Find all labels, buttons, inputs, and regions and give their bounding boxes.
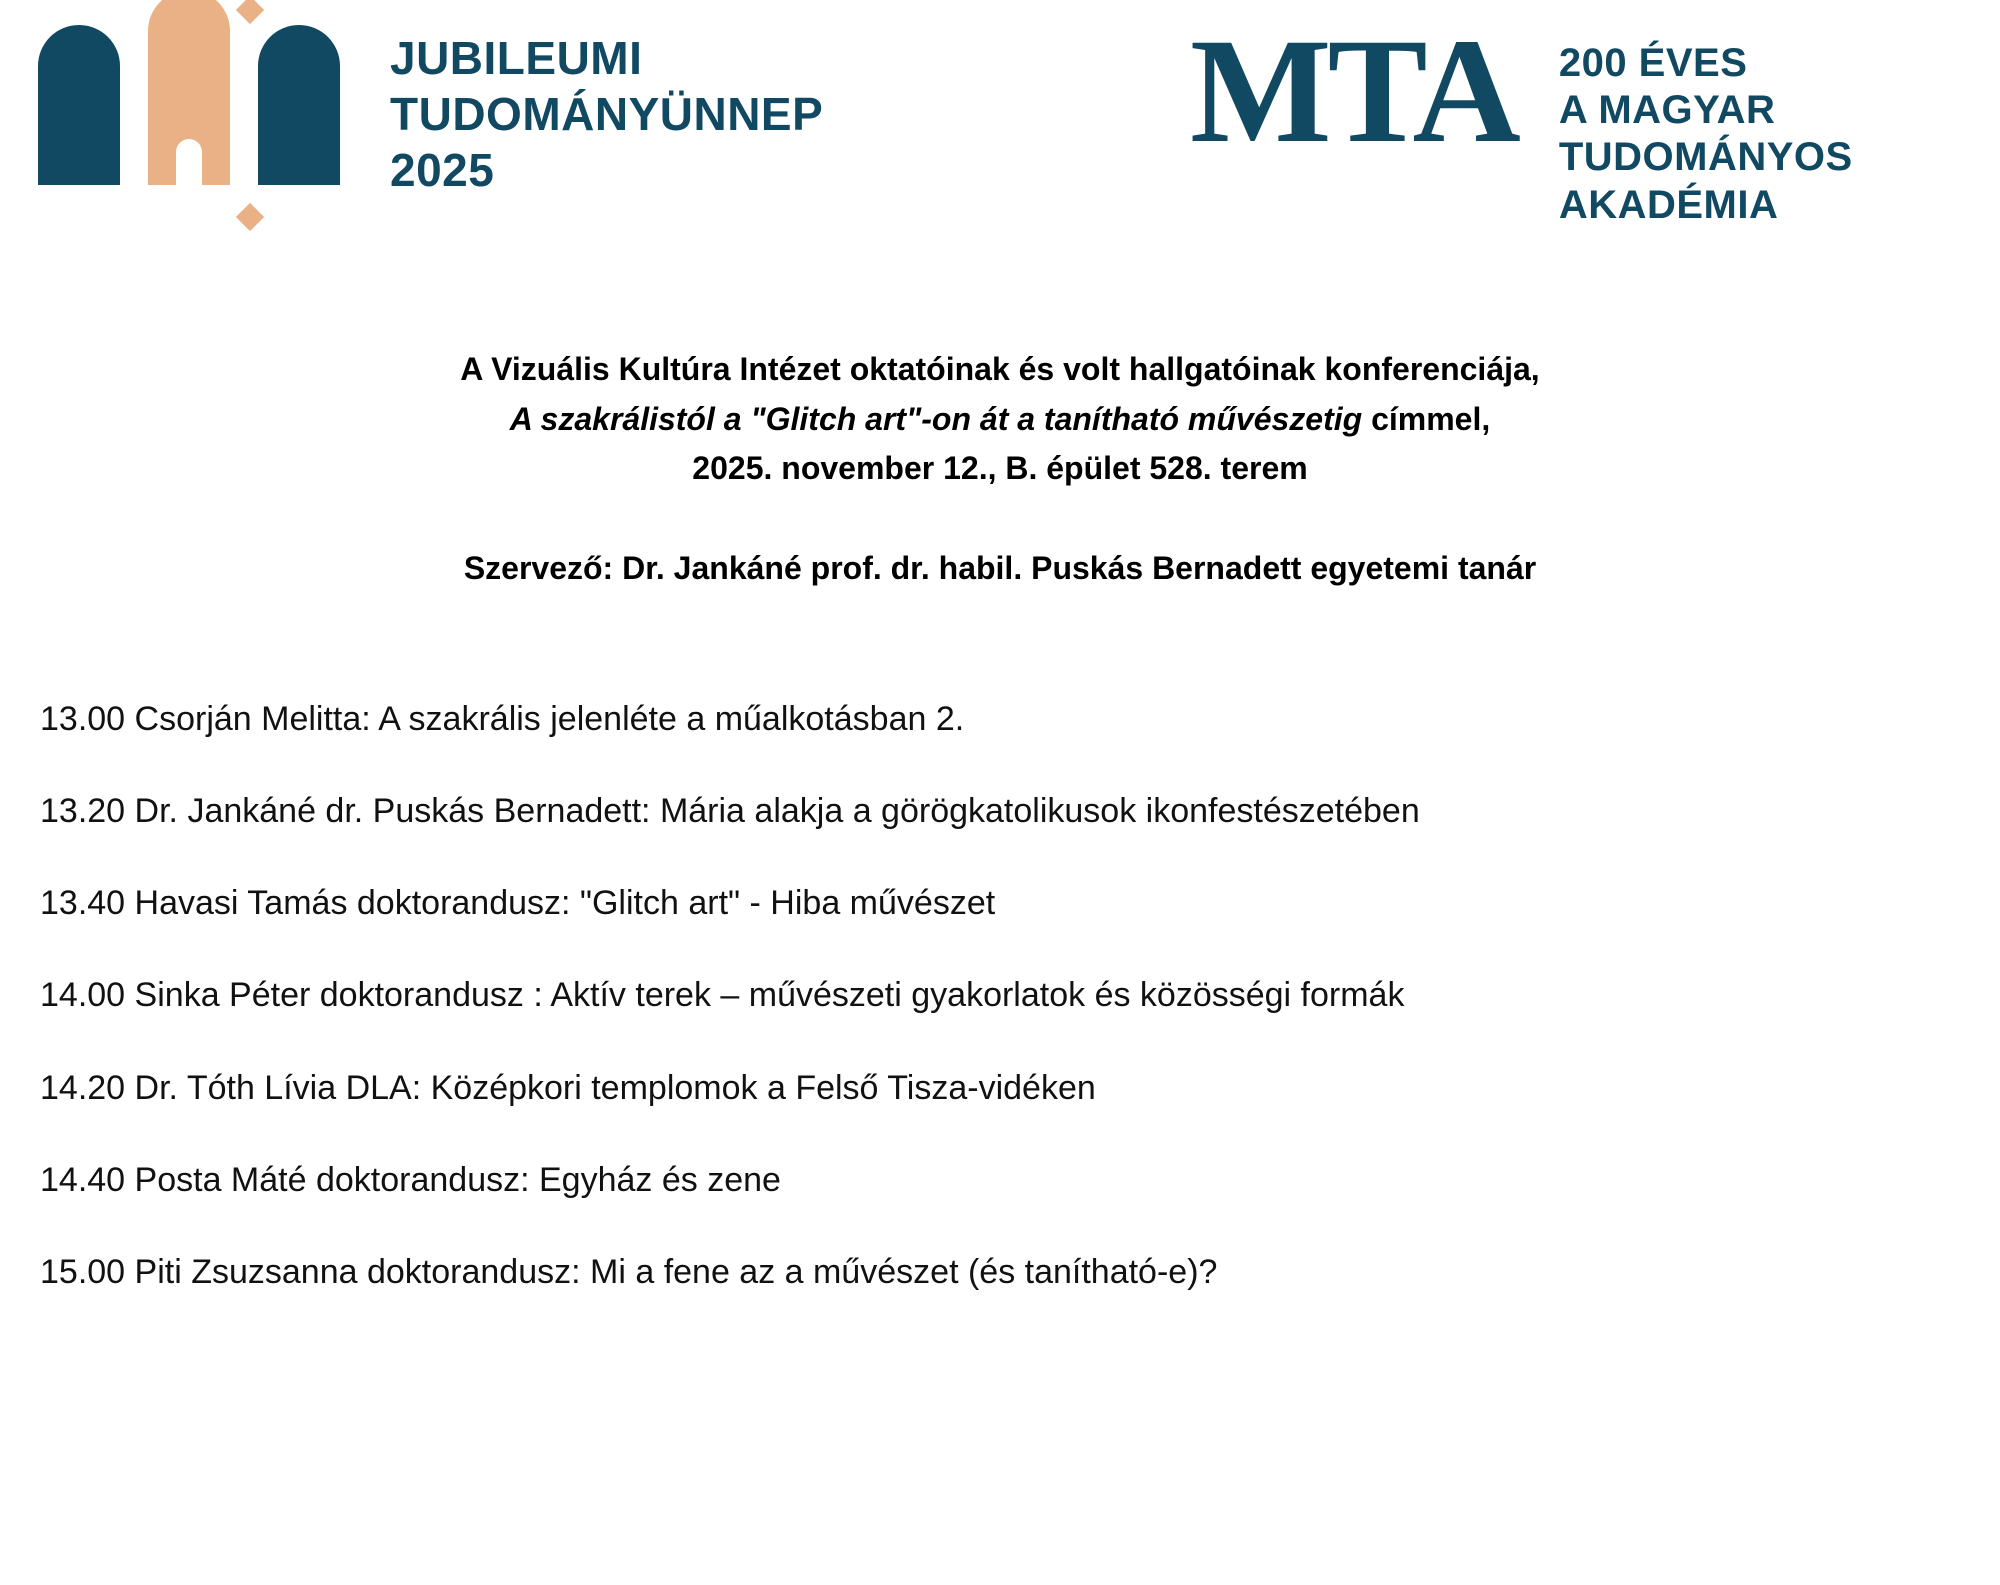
programme-desc: Piti Zsuzsanna doktorandusz: Mi a fene az a művészet (és tanítható-e)? (134, 1252, 1218, 1291)
arches-icon (30, 0, 360, 235)
mta-logo-line4: AKADÉMIA (1558, 182, 1779, 227)
mta-logo-text (1559, 40, 1853, 229)
programme-time: 13.40 (40, 884, 126, 923)
programme-time: 14.40 (40, 1160, 126, 1199)
list-item (40, 697, 1960, 741)
title-line-1: A Vizuális Kultúra Intézet oktatóinak és volt hallgatóinak konferenciája, (460, 351, 1540, 387)
programme-time: 14.20 (40, 1068, 126, 1107)
programme-time: 14.00 (40, 976, 126, 1015)
programme-time: 13.00 (40, 699, 126, 738)
page-title (180, 345, 1820, 494)
list-item (40, 1250, 1960, 1294)
conference-subtitle-suffix: címmel, (1362, 400, 1491, 437)
mta-logo-line3: TUDOMÁNYOS (1558, 135, 1853, 180)
programme-desc: Sinka Péter doktorandusz : Aktív terek – művészeti gyakorlatok és közösségi formák (134, 976, 1405, 1015)
organizer-line: Szervező: Dr. Jankáné prof. dr. habil. Puskás Bernadett egyetemi tanár (463, 549, 1537, 586)
programme-desc: Dr. Jankáné dr. Puskás Bernadett: Mária alakja a görögkatolikusok ikonfestészetében (134, 791, 1420, 830)
mta-wordmark: MTA (1190, 8, 1517, 174)
mta-logo (1190, 8, 1853, 229)
diamond-bottom-icon (236, 203, 264, 231)
programme-time: 15.00 (40, 1252, 126, 1291)
programme-desc: Posta Máté doktorandusz: Egyház és zene (134, 1160, 781, 1199)
programme-list (40, 697, 1960, 1294)
jubileumi-logo-line3: 2025 (390, 144, 495, 197)
arch-left-icon (38, 25, 120, 185)
jubileumi-logo-text (390, 30, 823, 198)
list-item (40, 881, 1960, 925)
list-item (40, 789, 1960, 833)
programme-desc: Havasi Tamás doktorandusz: "Glitch art" - Hiba művészet (134, 884, 996, 923)
programme-desc: Dr. Tóth Lívia DLA: Középkori templomok a Felső Tisza-vidéken (134, 1068, 1096, 1107)
list-item (40, 1158, 1960, 1202)
programme-time: 13.20 (40, 791, 126, 830)
arch-inner-icon (176, 139, 202, 185)
jubileumi-logo-line1: JUBILEUMI (390, 32, 643, 84)
mta-logo-line1: 200 ÉVES (1558, 41, 1748, 85)
arch-right-icon (258, 25, 340, 185)
conference-subtitle: A szakrálistól a "Glitch art"-on át a tanítható művészetig (509, 400, 1363, 437)
title-line-2 (180, 395, 1820, 445)
list-item (40, 1066, 1960, 1110)
jubileumi-tudomanyunnep-logo (30, 0, 823, 235)
mta-logo-line2: A MAGYAR (1558, 88, 1776, 133)
title-line-3: 2025. november 12., B. épület 528. terem (692, 450, 1308, 487)
programme-desc: Csorján Melitta: A szakrális jelenléte a műalkotásban 2. (134, 699, 965, 738)
list-item (40, 973, 1960, 1017)
diamond-top-icon (236, 0, 264, 24)
document-header (0, 0, 2000, 270)
jubileumi-logo-line2: TUDOMÁNYÜNNEP (390, 88, 824, 141)
